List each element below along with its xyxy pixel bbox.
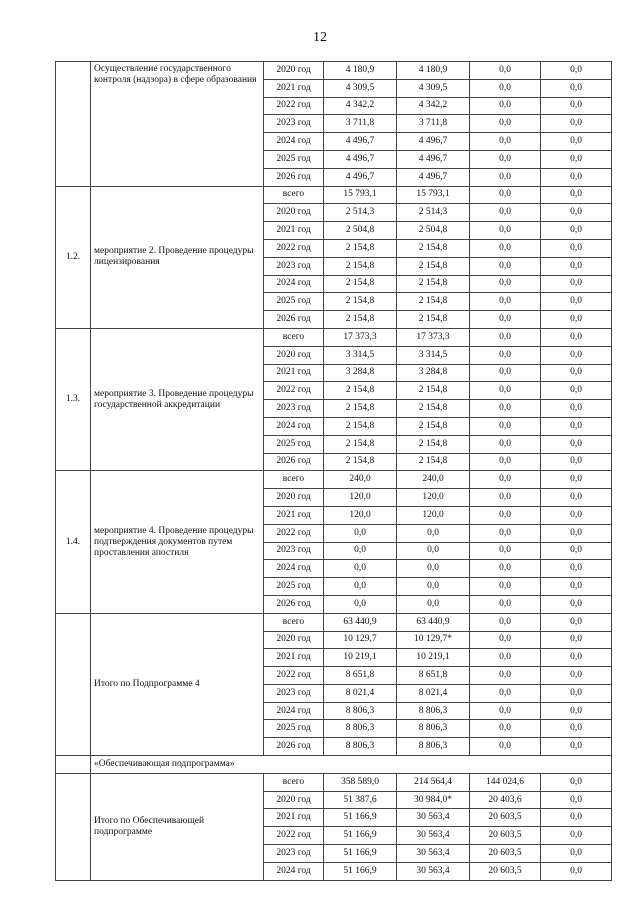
- amount-cell: 2 154,8: [324, 417, 397, 435]
- amount-cell: 0,0: [541, 738, 612, 756]
- amount-cell: 0,0: [470, 257, 541, 275]
- amount-cell: 0,0: [541, 667, 612, 685]
- amount-cell: 0,0: [397, 560, 470, 578]
- amount-cell: 358 589,0: [324, 773, 397, 791]
- amount-cell: 0,0: [470, 275, 541, 293]
- amount-cell: 0,0: [541, 417, 612, 435]
- amount-cell: 240,0: [397, 471, 470, 489]
- amount-cell: 2 154,8: [397, 311, 470, 329]
- amount-cell: 15 793,1: [324, 186, 397, 204]
- period-cell: всего: [264, 471, 324, 489]
- item-name: мероприятие 2. Проведение процедуры лицензирования: [91, 186, 264, 328]
- amount-cell: 0,0: [470, 62, 541, 80]
- amount-cell: 0,0: [470, 613, 541, 631]
- amount-cell: 0,0: [324, 578, 397, 596]
- amount-cell: 0,0: [470, 738, 541, 756]
- amount-cell: 0,0: [470, 239, 541, 257]
- period-cell: 2022 год: [264, 827, 324, 845]
- amount-cell: 0,0: [541, 809, 612, 827]
- period-cell: 2022 год: [264, 239, 324, 257]
- amount-cell: 51 387,6: [324, 791, 397, 809]
- period-cell: всего: [264, 186, 324, 204]
- item-number: [56, 62, 91, 187]
- amount-cell: 0,0: [541, 489, 612, 507]
- amount-cell: 0,0: [541, 524, 612, 542]
- period-cell: 2021 год: [264, 506, 324, 524]
- period-cell: 2021 год: [264, 79, 324, 97]
- item-name: Осуществление государственного контроля (надзора) в сфере образования: [91, 62, 264, 187]
- amount-cell: 240,0: [324, 471, 397, 489]
- period-cell: 2026 год: [264, 738, 324, 756]
- amount-cell: 0,0: [541, 97, 612, 115]
- amount-cell: 0,0: [470, 560, 541, 578]
- amount-cell: 0,0: [470, 400, 541, 418]
- amount-cell: 30 984,0*: [397, 791, 470, 809]
- amount-cell: 63 440,9: [324, 613, 397, 631]
- period-cell: 2024 год: [264, 702, 324, 720]
- amount-cell: 0,0: [324, 524, 397, 542]
- amount-cell: 4 180,9: [324, 62, 397, 80]
- amount-cell: 0,0: [470, 720, 541, 738]
- period-cell: 2023 год: [264, 115, 324, 133]
- period-cell: 2025 год: [264, 150, 324, 168]
- amount-cell: 2 154,8: [397, 275, 470, 293]
- amount-cell: 0,0: [541, 435, 612, 453]
- amount-cell: 0,0: [541, 560, 612, 578]
- amount-cell: 0,0: [470, 346, 541, 364]
- amount-cell: 0,0: [541, 578, 612, 596]
- period-cell: 2024 год: [264, 133, 324, 151]
- amount-cell: 2 504,8: [324, 222, 397, 240]
- amount-cell: 8 806,3: [397, 720, 470, 738]
- amount-cell: 0,0: [470, 631, 541, 649]
- amount-cell: 4 180,9: [397, 62, 470, 80]
- amount-cell: 3 284,8: [324, 364, 397, 382]
- amount-cell: 0,0: [541, 204, 612, 222]
- amount-cell: 2 154,8: [397, 453, 470, 471]
- amount-cell: 0,0: [541, 506, 612, 524]
- amount-cell: 0,0: [470, 364, 541, 382]
- amount-cell: 0,0: [541, 631, 612, 649]
- period-cell: 2021 год: [264, 222, 324, 240]
- amount-cell: 0,0: [541, 720, 612, 738]
- amount-cell: 2 154,8: [324, 311, 397, 329]
- item-number: 1.2.: [56, 186, 91, 328]
- amount-cell: 0,0: [470, 684, 541, 702]
- amount-cell: 2 154,8: [324, 275, 397, 293]
- period-cell: 2022 год: [264, 97, 324, 115]
- amount-cell: 4 496,7: [397, 133, 470, 151]
- amount-cell: 4 342,2: [324, 97, 397, 115]
- period-cell: 2023 год: [264, 257, 324, 275]
- amount-cell: 0,0: [324, 560, 397, 578]
- amount-cell: 0,0: [470, 186, 541, 204]
- amount-cell: 0,0: [541, 773, 612, 791]
- amount-cell: 0,0: [541, 222, 612, 240]
- amount-cell: 30 563,4: [397, 809, 470, 827]
- table-row: [56, 62, 612, 80]
- amount-cell: 3 314,5: [397, 346, 470, 364]
- period-cell: всего: [264, 328, 324, 346]
- amount-cell: 3 711,8: [397, 115, 470, 133]
- amount-cell: 30 563,4: [397, 845, 470, 863]
- amount-cell: 8 021,4: [324, 684, 397, 702]
- table-row: [56, 186, 612, 204]
- amount-cell: 0,0: [541, 257, 612, 275]
- amount-cell: 8 021,4: [397, 684, 470, 702]
- amount-cell: 8 651,8: [397, 667, 470, 685]
- amount-cell: 2 154,8: [397, 257, 470, 275]
- period-cell: 2026 год: [264, 168, 324, 186]
- period-cell: 2021 год: [264, 364, 324, 382]
- period-cell: 2022 год: [264, 382, 324, 400]
- period-cell: 2026 год: [264, 453, 324, 471]
- page-number: 12: [313, 30, 327, 45]
- period-cell: 2024 год: [264, 560, 324, 578]
- period-cell: 2025 год: [264, 435, 324, 453]
- amount-cell: 3 711,8: [324, 115, 397, 133]
- amount-cell: 0,0: [470, 222, 541, 240]
- amount-cell: 2 154,8: [397, 417, 470, 435]
- amount-cell: 0,0: [470, 293, 541, 311]
- period-cell: 2023 год: [264, 542, 324, 560]
- amount-cell: 0,0: [470, 453, 541, 471]
- amount-cell: 51 166,9: [324, 827, 397, 845]
- amount-cell: 144 024,6: [470, 773, 541, 791]
- amount-cell: 0,0: [397, 595, 470, 613]
- amount-cell: 2 514,3: [324, 204, 397, 222]
- amount-cell: 0,0: [541, 791, 612, 809]
- amount-cell: 4 496,7: [324, 133, 397, 151]
- amount-cell: 0,0: [470, 115, 541, 133]
- budget-table: [55, 61, 612, 881]
- amount-cell: 0,0: [541, 364, 612, 382]
- amount-cell: 2 154,8: [397, 382, 470, 400]
- amount-cell: 17 373,3: [397, 328, 470, 346]
- amount-cell: 0,0: [470, 204, 541, 222]
- amount-cell: 0,0: [541, 328, 612, 346]
- amount-cell: 0,0: [541, 293, 612, 311]
- amount-cell: 20 603,5: [470, 845, 541, 863]
- amount-cell: 4 496,7: [397, 150, 470, 168]
- item-name: мероприятие 4. Проведение процедуры подтверждения документов путем проставления апостиля: [91, 471, 264, 613]
- amount-cell: 10 219,1: [324, 649, 397, 667]
- amount-cell: 0,0: [470, 435, 541, 453]
- period-cell: 2026 год: [264, 311, 324, 329]
- amount-cell: 8 651,8: [324, 667, 397, 685]
- amount-cell: 51 166,9: [324, 862, 397, 880]
- amount-cell: 0,0: [470, 382, 541, 400]
- amount-cell: 2 154,8: [324, 435, 397, 453]
- item-name: мероприятие 3. Проведение процедуры государственной аккредитации: [91, 328, 264, 470]
- amount-cell: 20 603,5: [470, 862, 541, 880]
- amount-cell: 20 603,5: [470, 809, 541, 827]
- amount-cell: 120,0: [324, 506, 397, 524]
- amount-cell: 0,0: [541, 702, 612, 720]
- amount-cell: 0,0: [397, 542, 470, 560]
- amount-cell: 0,0: [470, 702, 541, 720]
- item-number: [56, 613, 91, 755]
- amount-cell: 20 603,5: [470, 827, 541, 845]
- table-row: [56, 773, 612, 791]
- amount-cell: 20 403,6: [470, 791, 541, 809]
- item-number: [56, 773, 91, 880]
- period-cell: всего: [264, 613, 324, 631]
- amount-cell: 2 154,8: [324, 257, 397, 275]
- amount-cell: 0,0: [541, 382, 612, 400]
- amount-cell: 0,0: [470, 328, 541, 346]
- amount-cell: 0,0: [470, 79, 541, 97]
- amount-cell: 0,0: [541, 649, 612, 667]
- amount-cell: 0,0: [470, 97, 541, 115]
- amount-cell: 0,0: [541, 862, 612, 880]
- period-cell: 2021 год: [264, 809, 324, 827]
- period-cell: 2026 год: [264, 595, 324, 613]
- period-cell: 2020 год: [264, 62, 324, 80]
- amount-cell: 2 154,8: [324, 400, 397, 418]
- amount-cell: 0,0: [541, 311, 612, 329]
- period-cell: 2025 год: [264, 293, 324, 311]
- section-row: [56, 756, 612, 774]
- amount-cell: 2 154,8: [397, 400, 470, 418]
- period-cell: 2020 год: [264, 791, 324, 809]
- period-cell: 2023 год: [264, 684, 324, 702]
- amount-cell: 3 284,8: [397, 364, 470, 382]
- amount-cell: 0,0: [541, 542, 612, 560]
- period-cell: 2025 год: [264, 578, 324, 596]
- amount-cell: 120,0: [397, 489, 470, 507]
- amount-cell: 10 129,7: [324, 631, 397, 649]
- amount-cell: 0,0: [541, 471, 612, 489]
- amount-cell: 4 496,7: [324, 150, 397, 168]
- amount-cell: 0,0: [470, 489, 541, 507]
- amount-cell: 0,0: [470, 595, 541, 613]
- amount-cell: 0,0: [397, 578, 470, 596]
- item-name: Итого по Подпрограмме 4: [91, 613, 264, 755]
- amount-cell: 214 564,4: [397, 773, 470, 791]
- period-cell: всего: [264, 773, 324, 791]
- amount-cell: 2 154,8: [324, 293, 397, 311]
- amount-cell: 0,0: [541, 595, 612, 613]
- item-number: 1.4.: [56, 471, 91, 613]
- period-cell: 2025 год: [264, 720, 324, 738]
- amount-cell: 0,0: [470, 506, 541, 524]
- amount-cell: 0,0: [470, 667, 541, 685]
- amount-cell: 0,0: [541, 453, 612, 471]
- period-cell: 2023 год: [264, 400, 324, 418]
- section-number-cell: [56, 756, 91, 774]
- amount-cell: 0,0: [541, 239, 612, 257]
- table-row: [56, 328, 612, 346]
- table-row: [56, 471, 612, 489]
- period-cell: 2021 год: [264, 649, 324, 667]
- amount-cell: 4 309,5: [397, 79, 470, 97]
- amount-cell: 0,0: [470, 168, 541, 186]
- period-cell: 2020 год: [264, 631, 324, 649]
- amount-cell: 2 504,8: [397, 222, 470, 240]
- amount-cell: 8 806,3: [397, 738, 470, 756]
- amount-cell: 0,0: [541, 400, 612, 418]
- period-cell: 2020 год: [264, 346, 324, 364]
- amount-cell: 0,0: [541, 150, 612, 168]
- amount-cell: 0,0: [541, 186, 612, 204]
- amount-cell: 10 129,7*: [397, 631, 470, 649]
- amount-cell: 4 496,7: [324, 168, 397, 186]
- amount-cell: 0,0: [541, 115, 612, 133]
- amount-cell: 0,0: [470, 542, 541, 560]
- amount-cell: 0,0: [470, 133, 541, 151]
- period-cell: 2024 год: [264, 275, 324, 293]
- amount-cell: 30 563,4: [397, 827, 470, 845]
- amount-cell: 51 166,9: [324, 845, 397, 863]
- amount-cell: 4 496,7: [397, 168, 470, 186]
- amount-cell: 0,0: [541, 133, 612, 151]
- amount-cell: 8 806,3: [324, 738, 397, 756]
- amount-cell: 0,0: [397, 524, 470, 542]
- period-cell: 2020 год: [264, 489, 324, 507]
- amount-cell: 0,0: [541, 275, 612, 293]
- item-name: Итого по Обеспечивающей подпрограмме: [91, 773, 264, 880]
- amount-cell: 30 563,4: [397, 862, 470, 880]
- amount-cell: 8 806,3: [324, 702, 397, 720]
- period-cell: 2024 год: [264, 862, 324, 880]
- amount-cell: 2 154,8: [397, 239, 470, 257]
- amount-cell: 8 806,3: [324, 720, 397, 738]
- period-cell: 2022 год: [264, 524, 324, 542]
- amount-cell: 10 219,1: [397, 649, 470, 667]
- amount-cell: 8 806,3: [397, 702, 470, 720]
- amount-cell: 120,0: [324, 489, 397, 507]
- amount-cell: 17 373,3: [324, 328, 397, 346]
- period-cell: 2023 год: [264, 845, 324, 863]
- amount-cell: 0,0: [541, 613, 612, 631]
- amount-cell: 0,0: [541, 346, 612, 364]
- amount-cell: 0,0: [470, 471, 541, 489]
- amount-cell: 2 154,8: [397, 293, 470, 311]
- period-cell: 2022 год: [264, 667, 324, 685]
- amount-cell: 0,0: [541, 168, 612, 186]
- amount-cell: 0,0: [470, 311, 541, 329]
- amount-cell: 4 342,2: [397, 97, 470, 115]
- table-row: [56, 613, 612, 631]
- amount-cell: 2 514,3: [397, 204, 470, 222]
- period-cell: 2020 год: [264, 204, 324, 222]
- amount-cell: 0,0: [541, 827, 612, 845]
- amount-cell: 2 154,8: [324, 382, 397, 400]
- amount-cell: 2 154,8: [324, 453, 397, 471]
- amount-cell: 0,0: [541, 62, 612, 80]
- amount-cell: 0,0: [470, 417, 541, 435]
- amount-cell: 4 309,5: [324, 79, 397, 97]
- amount-cell: 0,0: [324, 542, 397, 560]
- amount-cell: 0,0: [541, 845, 612, 863]
- amount-cell: 15 793,1: [397, 186, 470, 204]
- amount-cell: 0,0: [470, 524, 541, 542]
- amount-cell: 0,0: [541, 79, 612, 97]
- section-title: «Обеспечивающая подпрограмма»: [91, 756, 612, 774]
- period-cell: 2024 год: [264, 417, 324, 435]
- amount-cell: 63 440,9: [397, 613, 470, 631]
- amount-cell: 0,0: [324, 595, 397, 613]
- amount-cell: 0,0: [470, 150, 541, 168]
- amount-cell: 3 314,5: [324, 346, 397, 364]
- amount-cell: 2 154,8: [324, 239, 397, 257]
- amount-cell: 0,0: [470, 649, 541, 667]
- amount-cell: 0,0: [541, 684, 612, 702]
- item-number: 1.3.: [56, 328, 91, 470]
- amount-cell: 120,0: [397, 506, 470, 524]
- amount-cell: 51 166,9: [324, 809, 397, 827]
- amount-cell: 2 154,8: [397, 435, 470, 453]
- amount-cell: 0,0: [470, 578, 541, 596]
